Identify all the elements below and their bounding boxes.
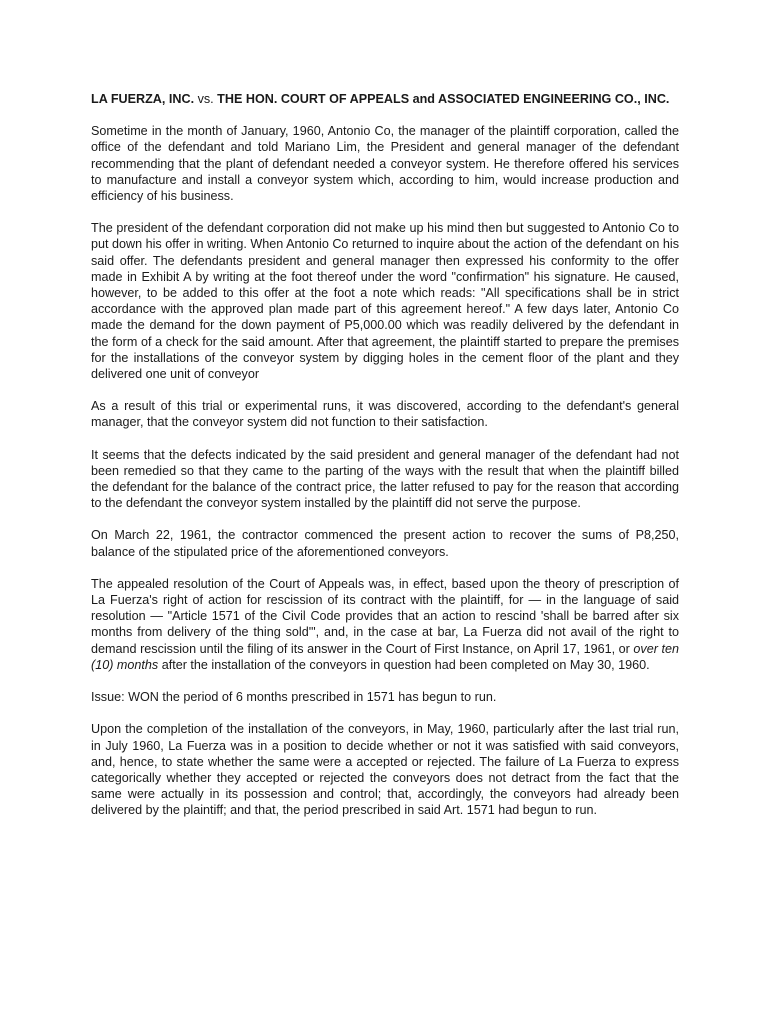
paragraph-conclusion: Upon the completion of the installation of the conveyors, in May, 1960, particularly after the last trial run, in July 1960, La Fuerza was in a position to decide whether or not it was satisfied with said conveyors, and, hence, to state whether the same were a accepted or rejected. The failure of La Fuerza to express categorically whether they accepted or rejected the conveyors does not detract from the fact that the same were actually in its possession and control; that, accordingly, the conveyors had already been delivered by the plaintiff; and that, the period prescribed in said Art. 1571 had begun to run.	[91, 722, 679, 818]
case-title-vs: vs.	[197, 92, 214, 106]
paragraph-facts-4: It seems that the defects indicated by the said president and general manager of the defendant had not been remedied so that they came to the parting of the ways with the result that when the plaintiff billed the defendant for the balance of the contract price, the latter refused to pay for the reason that according to the defendant the conveyor system installed by the plaintiff did not serve the purpose.	[91, 447, 679, 511]
appeal-text-before: The appealed resolution of the Court of Appeals was, in effect, based upon the theory of prescription of La Fuerza's right of action for rescission of its contract with the plaintiff, for — in the language of said resolution — "Article 1571 of the Civil Code provides that an action to rescind 'shall be barred after six months from delivery of the thing sold'", and, in the case at bar, La Fuerza did not avail of the right to demand rescission until the filing of its answer in the Court of First Instance, on April 17, 1961, or	[91, 576, 679, 656]
paragraph-facts-1: Sometime in the month of January, 1960, Antonio Co, the manager of the plaintiff corporation, called the office of the defendant and told Mariano Lim, the President and general manager of the defendant recommending that the plant of defendant needed a conveyor system. He therefore offered his services to manufacture and install a conveyor system which, according to him, would increase production and efficiency of his business.	[91, 124, 679, 204]
document-page	[91, 91, 679, 835]
appeal-text-after: after the installation of the conveyors in question had been completed on May 30, 1960.	[158, 657, 650, 672]
paragraph-appeal	[91, 576, 679, 673]
case-title-party2: THE HON. COURT OF APPEALS and ASSOCIATED ENGINEERING CO., INC.	[217, 92, 670, 106]
paragraph-facts-3: As a result of this trial or experimental runs, it was discovered, according to the defendant's general manager, that the conveyor system did not function to their satisfaction.	[91, 399, 679, 430]
paragraph-issue: Issue: WON the period of 6 months prescribed in 1571 has begun to run.	[91, 690, 497, 705]
paragraph-facts-2: The president of the defendant corporation did not make up his mind then but suggested to Antonio Co to put down his offer in writing. When Antonio Co returned to inquire about the action of the defendant on his said offer. The defendants president and general manager then expressed his conformity to the offer made in Exhibit A by writing at the foot thereof under the word "confirmation" his signature. He caused, however, to be added to this offer at the foot a note which reads: "All specifications shall be in strict accordance with the approved plan made part of this agreement hereof." A few days later, Antonio Co made the demand for the down payment of P5,000.00 which was readily delivered by the defendant in the form of a check for the said amount. After that agreement, the plaintiff started to prepare the premises for the installations of the conveyor system by digging holes in the cement floor of the plant and they delivered one unit of conveyor	[91, 221, 679, 382]
case-title-party1: LA FUERZA, INC.	[91, 92, 195, 106]
appeal-text-italic: over ten (10) months	[91, 641, 679, 672]
paragraph-facts-5: On March 22, 1961, the contractor commenced the present action to recover the sums of P8,250, balance of the stipulated price of the aforementioned conveyors.	[91, 528, 679, 559]
case-title	[91, 91, 679, 107]
